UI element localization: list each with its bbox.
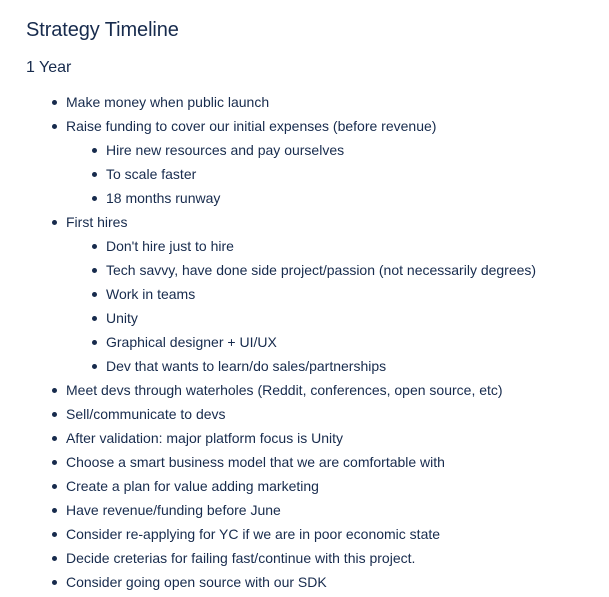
nested-bullet-list [66,138,609,210]
nested-bullet-list [66,234,609,378]
list-item-text: Choose a smart business model that we are comfortable with [66,454,445,470]
nested-list-item [106,162,609,186]
nested-list-item [106,330,609,354]
bullet-list [26,90,609,594]
bullet-icon [92,196,97,201]
bullet-icon [52,412,57,417]
bullet-icon [92,268,97,273]
nested-list-item [106,138,609,162]
list-item-text: Raise funding to cover our initial expenses (before revenue) [66,118,437,134]
bullet-icon [52,580,57,585]
list-item-text: Unity [106,310,138,326]
bullet-icon [92,364,97,369]
list-item [66,474,609,498]
list-item-text: Decide creterias for failing fast/continue with this project. [66,550,416,566]
bullet-icon [92,292,97,297]
bullet-icon [92,244,97,249]
bullet-icon [92,316,97,321]
bullet-icon [92,172,97,177]
bullet-icon [52,220,57,225]
nested-list-item [106,354,609,378]
nested-list-item [106,186,609,210]
list-item [66,522,609,546]
list-item [66,90,609,114]
bullet-icon [52,484,57,489]
list-item-text: Have revenue/funding before June [66,502,281,518]
list-item-text: Sell/communicate to devs [66,406,226,422]
bullet-icon [52,556,57,561]
list-item-text: Hire new resources and pay ourselves [106,142,345,158]
list-item [66,210,609,378]
list-item-text: Dev that wants to learn/do sales/partnerships [106,358,387,374]
bullet-icon [92,340,97,345]
list-item [66,546,609,570]
list-item [66,114,609,210]
list-item [66,402,609,426]
list-item [66,378,609,402]
list-item-text: 18 months runway [106,190,221,206]
list-item-text: To scale faster [106,166,197,182]
list-item-text: Consider going open source with our SDK [66,574,327,590]
list-item-text: Consider re-applying for YC if we are in poor economic state [66,526,441,542]
nested-list-item [106,234,609,258]
list-item-text: Create a plan for value adding marketing [66,478,319,494]
bullet-icon [52,100,57,105]
list-item-text: Don't hire just to hire [106,238,234,254]
bullet-icon [92,148,97,153]
nested-list-item [106,306,609,330]
list-item [66,498,609,522]
nested-list-item [106,282,609,306]
bullet-icon [52,388,57,393]
list-item [66,426,609,450]
nested-list-item [106,258,609,282]
list-item-text: Meet devs through waterholes (Reddit, conferences, open source, etc) [66,382,503,398]
list-item [66,450,609,474]
list-item-text: Graphical designer + UI/UX [106,334,277,350]
bullet-icon [52,532,57,537]
list-item-text: Make money when public launch [66,94,270,110]
bullet-icon [52,508,57,513]
bullet-icon [52,124,57,129]
section-heading: 1 Year [26,59,72,76]
page-title: Strategy Timeline [26,19,179,41]
list-item-text: First hires [66,214,128,230]
list-item-text: After validation: major platform focus is Unity [66,430,343,446]
bullet-icon [52,436,57,441]
bullet-icon [52,460,57,465]
list-item-text: Tech savvy, have done side project/passion (not necessarily degrees) [106,262,537,278]
list-item-text: Work in teams [106,286,196,302]
list-item [66,570,609,594]
